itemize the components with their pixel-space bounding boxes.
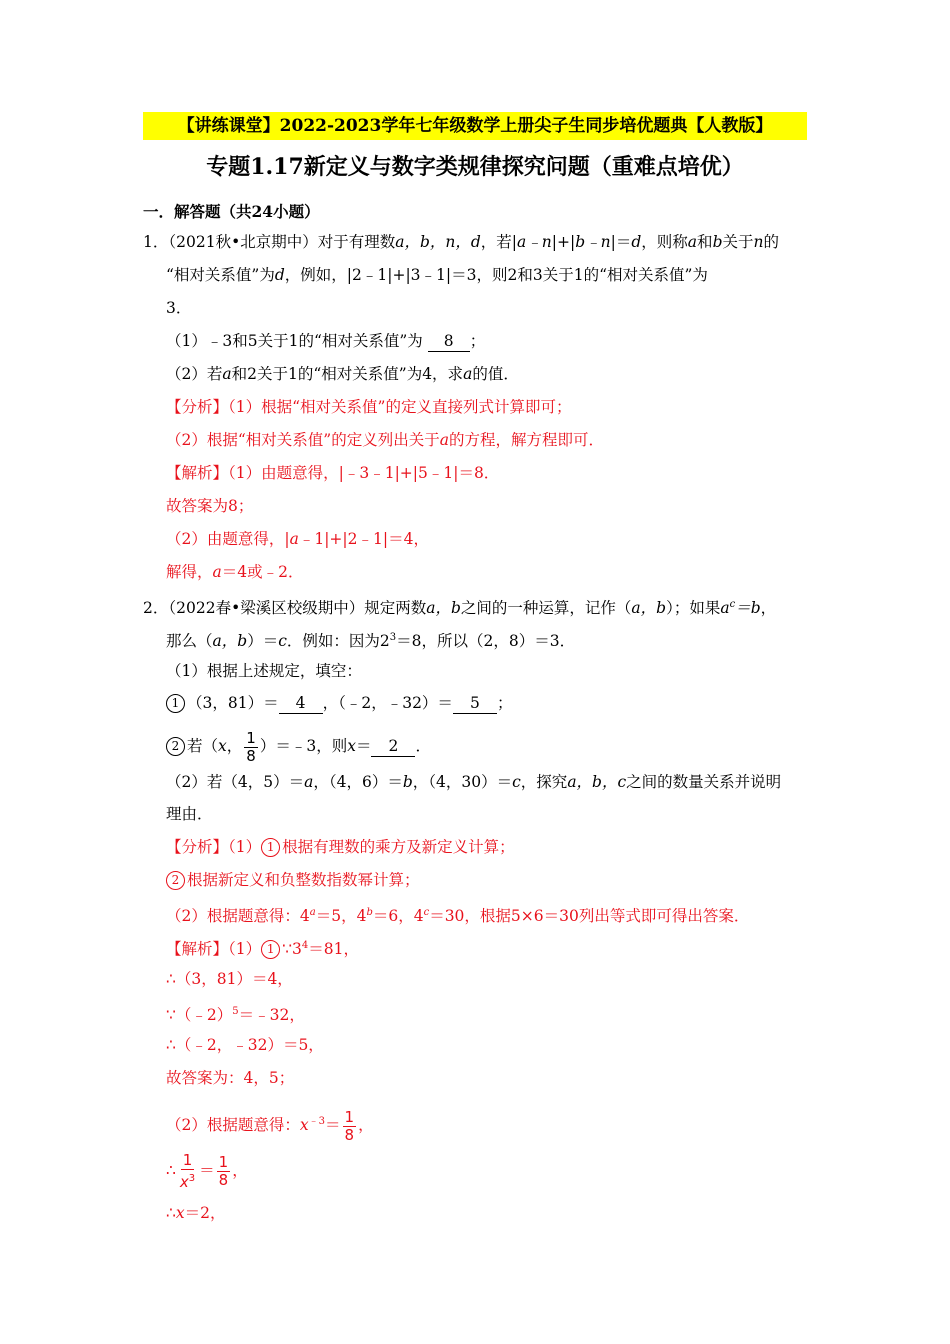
q1-analysis-2: （2）根据“相对关系值”的定义列出关于a的方程，解方程即可． [166, 431, 604, 449]
q1-solution-2: 故答案为8； [166, 497, 254, 515]
q2-fill1: 1 （3，81）＝ 4 ，（﹣2，﹣32）＝ 5 ； [166, 690, 512, 716]
q2-solution-2: ∴（3，81）＝4， [166, 970, 293, 988]
q1-analysis-1: 【分析】（1）根据“相对关系值”的定义直接列式计算即可； [166, 398, 572, 416]
page-title: 专题1.17新定义与数字类规律探究问题（重难点培优） [206, 154, 744, 180]
q2-part2-line1: （2）若（4，5）＝a，（4，6）＝b，（4，30）＝c，探究a，b，c之间的数量关系并说明 [166, 773, 782, 791]
q2-solution-6: （2）根据题意得：$x^{﹣3}=$ $\frac{1}{8}$ ， [166, 1107, 374, 1144]
q1-part2: （2）若a和2关于1的“相对关系值”为4，求a的值． [166, 365, 519, 383]
answer-blank: 4 [279, 693, 323, 714]
q1-part1: （1）﹣3和5关于1的“相对关系值”为 8 ； [166, 332, 486, 350]
q2-analysis-1: 【分析】（1） 1 根据有理数的乘方及新定义计算； [166, 838, 515, 856]
circled-one-icon: 1 [261, 940, 280, 959]
section-heading: 一．解答题（共24小题） [143, 202, 320, 221]
q2-solution-4: ∴（﹣2，﹣32）＝5， [166, 1036, 324, 1054]
fraction-one-eighth: $\frac{1}{8}$ [218, 1153, 229, 1189]
analysis-tag: 【分析】 [166, 838, 229, 856]
q1-line3: 3． [166, 299, 192, 317]
q2-fill2: 2 若（x， $\frac{1}{8}$ ）＝﹣3，则x＝ 2 ． [166, 728, 431, 765]
solution-tag: 【解析】 [166, 940, 229, 959]
answer-blank: 2 [371, 736, 415, 757]
q2-analysis-2: 2 根据新定义和负整数指数幂计算； [166, 867, 420, 893]
q1-line1: 1．（2021秋•北京期中）对于有理数a，b，n，d，若|a﹣n|+|b﹣n|＝d，则称a和b关于n的 [143, 233, 780, 251]
q2-solution-8: ∴x＝2， [166, 1204, 226, 1222]
circled-one-icon: 1 [261, 838, 280, 857]
q2-solution-7: ∴ $\frac{1}{x^3}$ ＝ $\frac{1}{8}$ ， [166, 1151, 248, 1191]
circled-two-icon: 2 [166, 737, 185, 756]
q1-line2: “相对关系值”为d，例如，|2﹣1|+|3﹣1|＝3，则2和3关于1的“相对关系值”为 [166, 266, 708, 284]
circled-one-icon: 1 [166, 694, 185, 713]
fraction-one-eighth: $\frac{1}{8}$ [344, 1107, 355, 1144]
answer-blank: 5 [453, 693, 497, 714]
q1-solution-1: 【解析】（1）由题意得，|﹣3﹣1|+|5﹣1|＝8． [166, 464, 500, 482]
q1-solution-4: 解得，a＝4或﹣2． [166, 563, 304, 581]
solution-tag: 【解析】 [166, 464, 229, 482]
q2-line1: 2．（2022春•梁溪区校级期中）规定两数a，b之间的一种运算，记作（a，b）；如果$a^c=b$， [143, 599, 777, 618]
fraction-one-eighth: $\frac{1}{8}$ [246, 728, 256, 765]
q2-part1: （1）根据上述规定，填空： [166, 662, 362, 680]
q2-analysis-3: （2）根据题意得：$4^a=5$，$4^b=6$，$4^c=30$，根据5×6＝30列出等式即可得出答案． [166, 907, 750, 926]
q2-part2-line2: 理由． [166, 805, 213, 823]
q2-solution-1: 【解析】（1） 1 $\because 3^4=81$， [166, 940, 359, 959]
q2-solution-3: ∵（﹣2）$^5$＝﹣32， [166, 1006, 305, 1025]
circled-two-icon: 2 [166, 871, 185, 890]
answer-blank: 8 [428, 331, 470, 352]
q1-solution-3: （2）由题意得，|a﹣1|+|2﹣1|＝4， [166, 530, 429, 548]
q2-solution-5: 故答案为：4，5； [166, 1069, 295, 1087]
fraction-one-over-x-cubed: $\frac{1}{x^3}$ [179, 1151, 196, 1191]
q2-line2: 那么（a，b）＝c．例如：因为$2^3=8$，所以（2，8）＝3． [166, 632, 576, 651]
banner-header: 【讲练课堂】2022-2023学年七年级数学上册尖子生同步培优题典【人教版】 [143, 112, 807, 140]
analysis-tag: 【分析】 [166, 398, 229, 416]
